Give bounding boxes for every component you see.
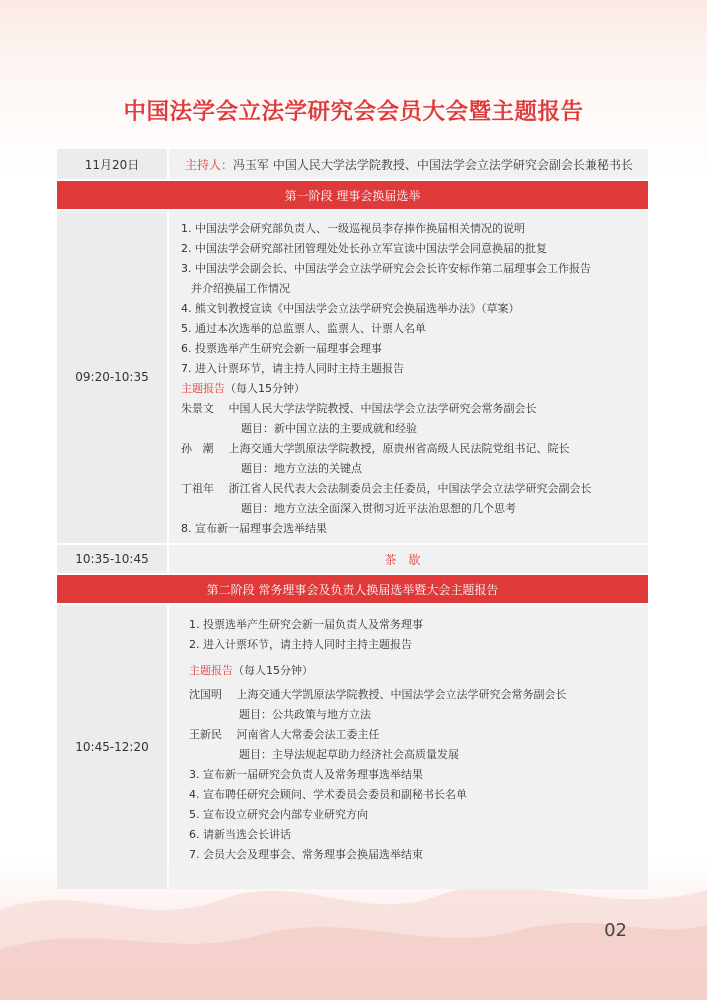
- speaker-desc: 上海交通大学凯原法学院教授、中国法学会立法学研究会常务副会长: [236, 688, 567, 701]
- list-item: 1. 投票选举产生研究会新一届负责人及常务理事: [189, 618, 423, 631]
- report-note: （每人15分钟）: [225, 382, 305, 395]
- list-item: 1. 中国法学会研究部负责人、一级巡视员李存捧作换届相关情况的说明: [181, 222, 525, 235]
- speaker-line: [181, 399, 648, 419]
- list-item: 3. 宣布新一届研究会负责人及常务理事选举结果: [189, 768, 423, 781]
- agenda-header-row: [57, 149, 648, 179]
- stage1-content: [169, 211, 648, 543]
- report-note: （每人15分钟）: [233, 664, 313, 677]
- list-item: 2. 中国法学会研究部社团管理处处长孙立军宣读中国法学会同意换届的批复: [181, 242, 547, 255]
- list-item: 5. 宣布设立研究会内部专业研究方向: [189, 808, 368, 821]
- speaker-name: 朱景文: [181, 402, 214, 415]
- page-title: 中国法学会立法学研究会会员大会暨主题报告: [123, 99, 584, 125]
- list-item: 3. 中国法学会副会长、中国法学会立法学研究会会长许安标作第二届理事会工作报告: [181, 262, 591, 275]
- stage2-row: [57, 605, 648, 889]
- speaker-line: [181, 439, 648, 459]
- tea-break-row: [57, 545, 648, 573]
- list-item: 8. 宣布新一届理事会选举结果: [181, 522, 327, 535]
- report-heading: [181, 379, 648, 399]
- speaker-line: [189, 725, 648, 745]
- speaker-line: [189, 685, 648, 705]
- list-item: 7. 会员大会及理事会、常务理事会换届选举结束: [189, 848, 423, 861]
- speaker-name: 王新民: [189, 728, 222, 741]
- list-item: 4. 熊文钊教授宣读《中国法学会立法学研究会换届选举办法》（草案）: [181, 302, 520, 315]
- report-label: 主题报告: [189, 664, 233, 677]
- speaker-desc: 浙江省人民代表大会法制委员会主任委员，中国法学会立法学研究会副会长: [228, 482, 592, 495]
- speaker-line: [181, 479, 648, 499]
- list-item: 6. 投票选举产生研究会新一届理事会理事: [181, 342, 382, 355]
- stage2-time: 10:45-12:20: [57, 605, 167, 889]
- list-item: 7. 进入计票环节，请主持人同时主持主题报告: [181, 362, 404, 375]
- stage2-heading: 第二阶段 常务理事会及负责人换届选举暨大会主题报告: [57, 575, 648, 603]
- tea-break-time: 10:35-10:45: [57, 545, 167, 573]
- speaker-topic: 题目：新中国立法的主要成就和经验: [241, 422, 417, 435]
- list-item: 并介绍换届工作情况: [191, 282, 290, 295]
- speaker-topic: 题目：地方立法全面深入贯彻习近平法治思想的几个思考: [241, 502, 516, 515]
- report-label: 主题报告: [181, 382, 225, 395]
- agenda-table: [57, 149, 648, 889]
- stage1-row: [57, 211, 648, 543]
- list-item: 4. 宣布聘任研究会顾问、学术委员会委员和副秘书长名单: [189, 788, 467, 801]
- tea-break-label: 茶歇: [169, 545, 648, 573]
- list-item: 6. 请新当选会长讲话: [189, 828, 291, 841]
- stage1-time: 09:20-10:35: [57, 211, 167, 543]
- stage1-heading: 第一阶段 理事会换届选举: [57, 181, 648, 209]
- speaker-desc: 河南省人大常委会法工委主任: [236, 728, 380, 741]
- host-label: 主持人：: [185, 157, 234, 172]
- speaker-topic: 题目：地方立法的关键点: [241, 462, 362, 475]
- list-item: 2. 进入计票环节，请主持人同时主持主题报告: [189, 638, 412, 651]
- speaker-topic: 题目：主导法规起草助力经济社会高质量发展: [239, 748, 459, 761]
- host-cell: [169, 149, 648, 179]
- host-text: 冯玉军 中国人民大学法学院教授、中国法学会立法学研究会副会长兼秘书长: [233, 157, 633, 172]
- list-item: 5. 通过本次选举的总监票人、监票人、计票人名单: [181, 322, 426, 335]
- stage2-content: [169, 605, 648, 889]
- speaker-name: 沈国明: [189, 688, 222, 701]
- report-heading: [189, 661, 648, 681]
- speaker-name: 丁祖年: [181, 482, 214, 495]
- speaker-name: 孙 潮: [181, 442, 214, 455]
- speaker-desc: 中国人民大学法学院教授、中国法学会立法学研究会常务副会长: [228, 402, 537, 415]
- date-cell: 11月20日: [57, 149, 167, 179]
- speaker-topic: 题目：公共政策与地方立法: [239, 708, 371, 721]
- speaker-desc: 上海交通大学凯原法学院教授，原贵州省高级人民法院党组书记、院长: [228, 442, 570, 455]
- page-number: 02: [604, 920, 627, 941]
